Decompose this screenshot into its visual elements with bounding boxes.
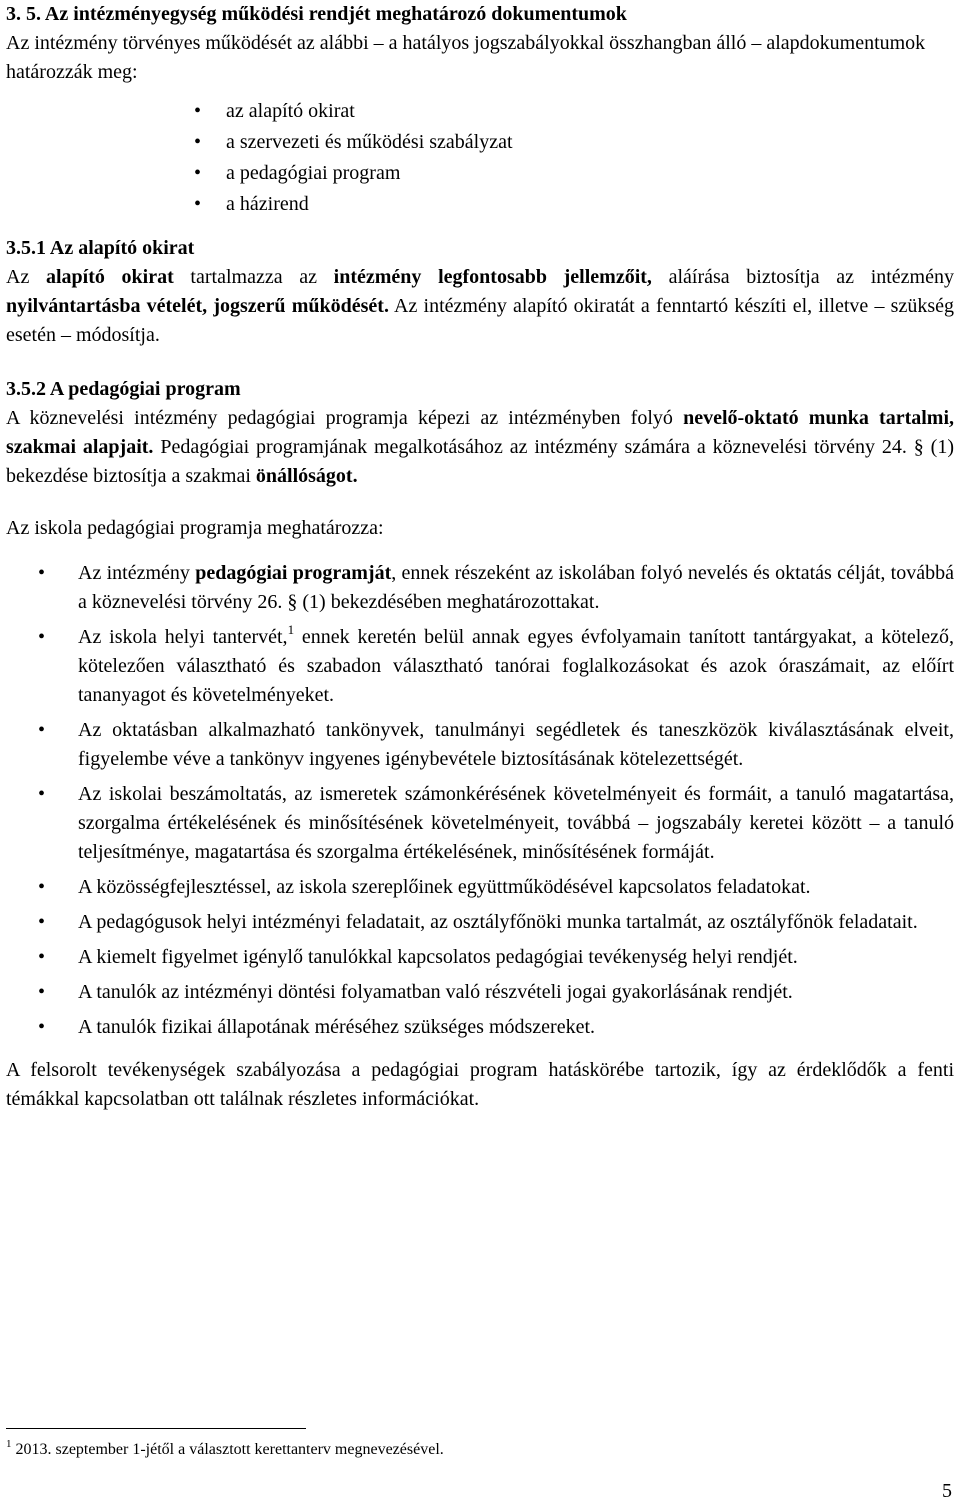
list-item: • a házirend [226, 189, 954, 220]
list-item: • az alapító okirat [226, 96, 954, 127]
list-item: • A közösségfejlesztéssel, az iskola szereplőinek együttműködésével kapcsolatos feladatokat. [78, 873, 954, 902]
founding-charter-paragraph: Az alapító okirat tartalmazza az intézmény legfontosabb jellemzőit, aláírása biztosítja az intézmény nyilvántartásba vételét, jogszerű működését. Az intézmény alapító okiratát a fenntartó készíti el, illetve – szükség esetén – módosítja. [6, 266, 954, 346]
list-item: • Az oktatásban alkalmazható tankönyvek, tanulmányi segédletek és taneszközök kiválasztásának elveit, figyelembe véve a tankönyv ingyenes igénybevétele biztosításának kötelezettségét. [78, 716, 954, 774]
list-item: • A tanulók az intézményi döntési folyamatban való részvételi jogai gyakorlásának rendjét. [78, 978, 954, 1007]
page-number: 5 [942, 1480, 952, 1502]
footnote-marker: 1 [6, 1438, 12, 1450]
footnote-reference[interactable]: 1 [287, 622, 295, 637]
footnote-divider [6, 1428, 306, 1429]
closing-paragraph: A felsorolt tevékenységek szabályozása a pedagógiai program hatáskörébe tartozik, így az érdeklődők a fenti témákkal kapcsolatban ott találnak részletes információkat. [6, 1059, 954, 1110]
footnote: $^1$ 2013. szeptember 1-jétől a választott kerettanterv megnevezésével. [6, 1438, 444, 1458]
program-lead: Az iskola pedagógiai programja meghatározza: [6, 517, 384, 539]
program-list [6, 559, 954, 1042]
document-list [6, 96, 954, 220]
list-item: • Az iskola helyi tantervét,$^1$ ennek keretén belül annak egyes évfolyamain tanított tantárgyakat, a kötelező, kötelezően választható és szabadon választható tanórai foglalkozásokat és azok óraszámait, az előírt tananyagot és követelményeket. [78, 623, 954, 710]
list-item: • A pedagógusok helyi intézményi feladatait, az osztályfőnöki munka tartalmát, az osztályfőnök feladatait. [78, 908, 954, 937]
list-item: • A kiemelt figyelmet igénylő tanulókkal kapcsolatos pedagógiai tevékenység helyi rendjét. [78, 943, 954, 972]
list-item: • Az intézmény pedagógiai programját, ennek részeként az iskolában folyó nevelés és oktatás célját, továbbá a köznevelési törvény 26. § (1) bekezdésében meghatározottakat. [78, 559, 954, 617]
section-intro: Az intézmény törvényes működését az alábbi – a hatályos jogszabályokkal összhangban álló – alapdokumentumok határozzák meg: [6, 32, 926, 83]
list-item: • a pedagógiai program [226, 158, 954, 189]
document-page [6, 0, 954, 1114]
list-item: • a szervezeti és működési szabályzat [226, 127, 954, 158]
subsection-heading-pedagogical-program: 3.5.2 A pedagógiai program [6, 378, 241, 400]
list-item: • A tanulók fizikai állapotának méréséhez szükséges módszereket. [78, 1013, 954, 1042]
section-heading: 3. 5. Az intézményegység működési rendjét meghatározó dokumentumok [6, 3, 627, 25]
pedagogical-program-paragraph: A köznevelési intézmény pedagógiai programja képezi az intézményben folyó nevelő-oktató munka tartalmi, szakmai alapjait. Pedagógiai programjának megalkotásához az intézmény számára a köznevelési törvény 24. § (1) bekezdése biztosítja a szakmai önállóságot. [6, 407, 955, 487]
subsection-heading-founding-charter: 3.5.1 Az alapító okirat [6, 237, 195, 259]
list-item: • Az iskolai beszámoltatás, az ismeretek számonkérésének követelményeit és formáit, a tanuló magatartása, szorgalma értékelésének és minősítésének követelményeit, továbbá – jogszabály keretei között – a tanuló teljesítménye, magatartása és szorgalma értékelésének, minősítésének formáját. [78, 780, 954, 867]
